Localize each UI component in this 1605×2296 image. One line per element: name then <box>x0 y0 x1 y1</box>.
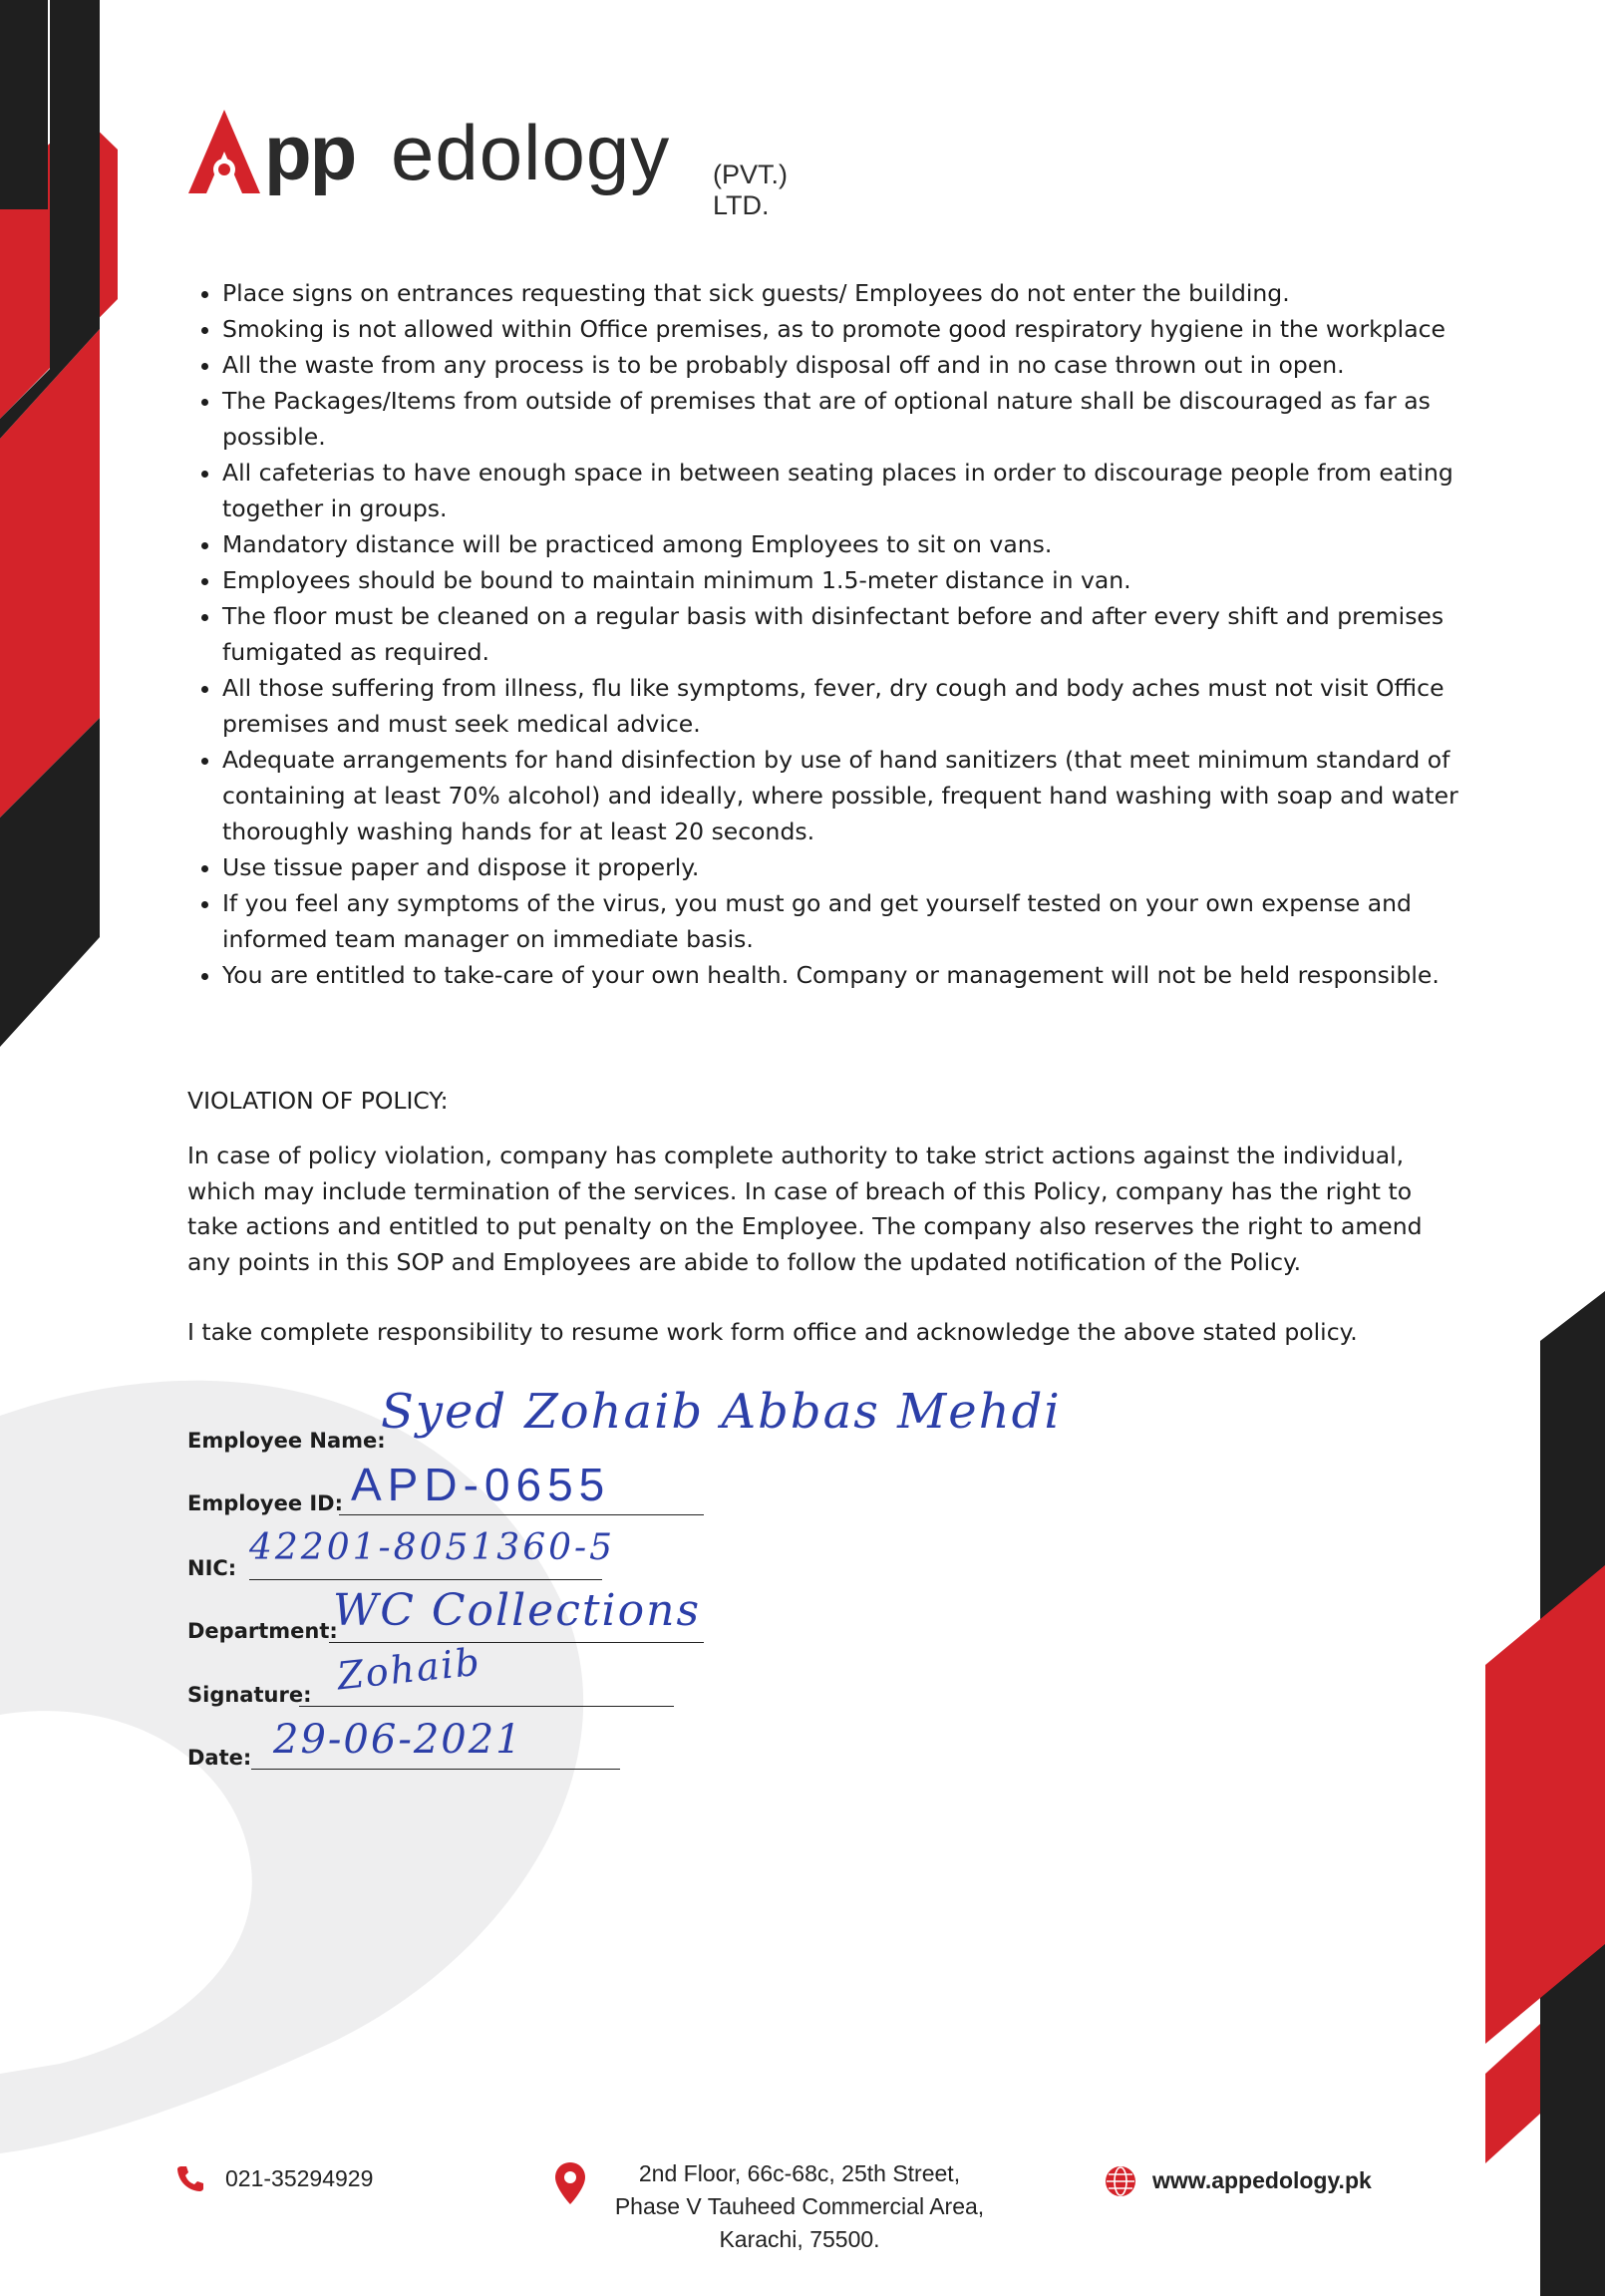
signature-handwritten: Zohaib <box>335 1639 483 1699</box>
signature-label: Signature: <box>187 1683 312 1707</box>
footer-address <box>590 2157 1009 2256</box>
employee-id-line <box>339 1513 704 1515</box>
list-item: • Use tissue paper and dispose it properly. <box>222 849 1488 885</box>
signature-line <box>299 1705 674 1707</box>
list-item: • You are entitled to take-care of your own health. Company or management will not be held responsible. <box>222 957 1488 993</box>
policy-bullet-list <box>189 275 1488 993</box>
department-label: Department: <box>187 1619 338 1643</box>
list-item: • All cafeterias to have enough space in between seating places in order to discourage people from eating together in groups. <box>222 455 1488 526</box>
employee-name-label: Employee Name: <box>187 1429 386 1453</box>
right-red-band-small <box>1485 2024 1540 2163</box>
list-item: • Adequate arrangements for hand disinfection by use of hand sanitizers (that meet minimum standard of containing at least 70% alcohol) and ideally, where possible, frequent hand washing with soap and water thoroughly washing hands for at least 20 seconds. <box>222 742 1488 849</box>
logo-bold-text: pp <box>264 109 356 196</box>
list-item: • Smoking is not allowed within Office premises, as to promote good respiratory hygiene in the workplace <box>222 311 1488 347</box>
employee-id-handwritten: APD-0655 <box>351 1459 611 1510</box>
employee-name-handwritten: Syed Zohaib Abbas Mehdi <box>381 1384 1062 1440</box>
logo-a-icon <box>184 106 264 200</box>
nic-label: NIC: <box>187 1556 237 1580</box>
list-item: • The Packages/Items from outside of premises that are of optional nature shall be discouraged as far as possible. <box>222 383 1488 455</box>
acknowledgement-statement: I take complete responsibility to resume work form office and acknowledge the above stated policy. <box>187 1318 1358 1346</box>
footer-address-line2: Phase V Tauheed Commercial Area, <box>614 2193 985 2219</box>
footer-address-line1: 2nd Floor, 66c-68c, 25th Street, <box>638 2160 961 2186</box>
left-black-strip <box>0 0 48 209</box>
date-handwritten: 29-06-2021 <box>273 1717 523 1763</box>
footer-website: www.appedology.pk <box>1152 2167 1372 2193</box>
phone-icon <box>175 2163 205 2193</box>
nic-handwritten: 42201-8051360-5 <box>249 1527 616 1568</box>
list-item: • Place signs on entrances requesting that sick guests/ Employees do not enter the building. <box>222 275 1488 311</box>
date-label: Date: <box>187 1746 252 1770</box>
list-item: • Mandatory distance will be practiced among Employees to sit on vans. <box>222 526 1488 562</box>
footer-phone: 021-35294929 <box>225 2165 374 2191</box>
violation-heading: VIOLATION OF POLICY: <box>187 1087 449 1115</box>
list-item: • All the waste from any process is to be probably disposal off and in no case thrown out in open. <box>222 347 1488 383</box>
list-item: • If you feel any symptoms of the virus, you must go and get yourself tested on your own expense and informed team manager on immediate basis. <box>222 885 1488 957</box>
department-handwritten: WC Collections <box>333 1585 702 1636</box>
date-line <box>251 1768 620 1770</box>
employee-id-label: Employee ID: <box>187 1491 344 1515</box>
department-line <box>329 1641 704 1643</box>
location-pin-icon <box>554 2161 586 2205</box>
logo-light-text: edology <box>391 109 671 196</box>
footer-address-line3: Karachi, 75500. <box>719 2226 880 2252</box>
logo-suffix-text: (PVT.) LTD. <box>713 160 789 220</box>
globe-icon <box>1105 2165 1136 2197</box>
violation-paragraph: In case of policy violation, company has complete authority to take strict actions against the individual, which may include termination of the services. In case of breach of this Policy, company has the right to take actions and entitled to put penalty on the Employee. The company also reserves the right to amend any points in this SOP and Employees are abide to follow the updated notification of the Policy. <box>187 1142 1423 1276</box>
list-item: • The floor must be cleaned on a regular basis with disinfectant before and after every shift and premises fumigated as required. <box>222 598 1488 670</box>
list-item: • Employees should be bound to maintain minimum 1.5-meter distance in van. <box>222 562 1488 598</box>
nic-line <box>249 1578 602 1580</box>
list-item: • All those suffering from illness, flu like symptoms, fever, dry cough and body aches must not visit Office premises and must seek medical advice. <box>222 670 1488 742</box>
